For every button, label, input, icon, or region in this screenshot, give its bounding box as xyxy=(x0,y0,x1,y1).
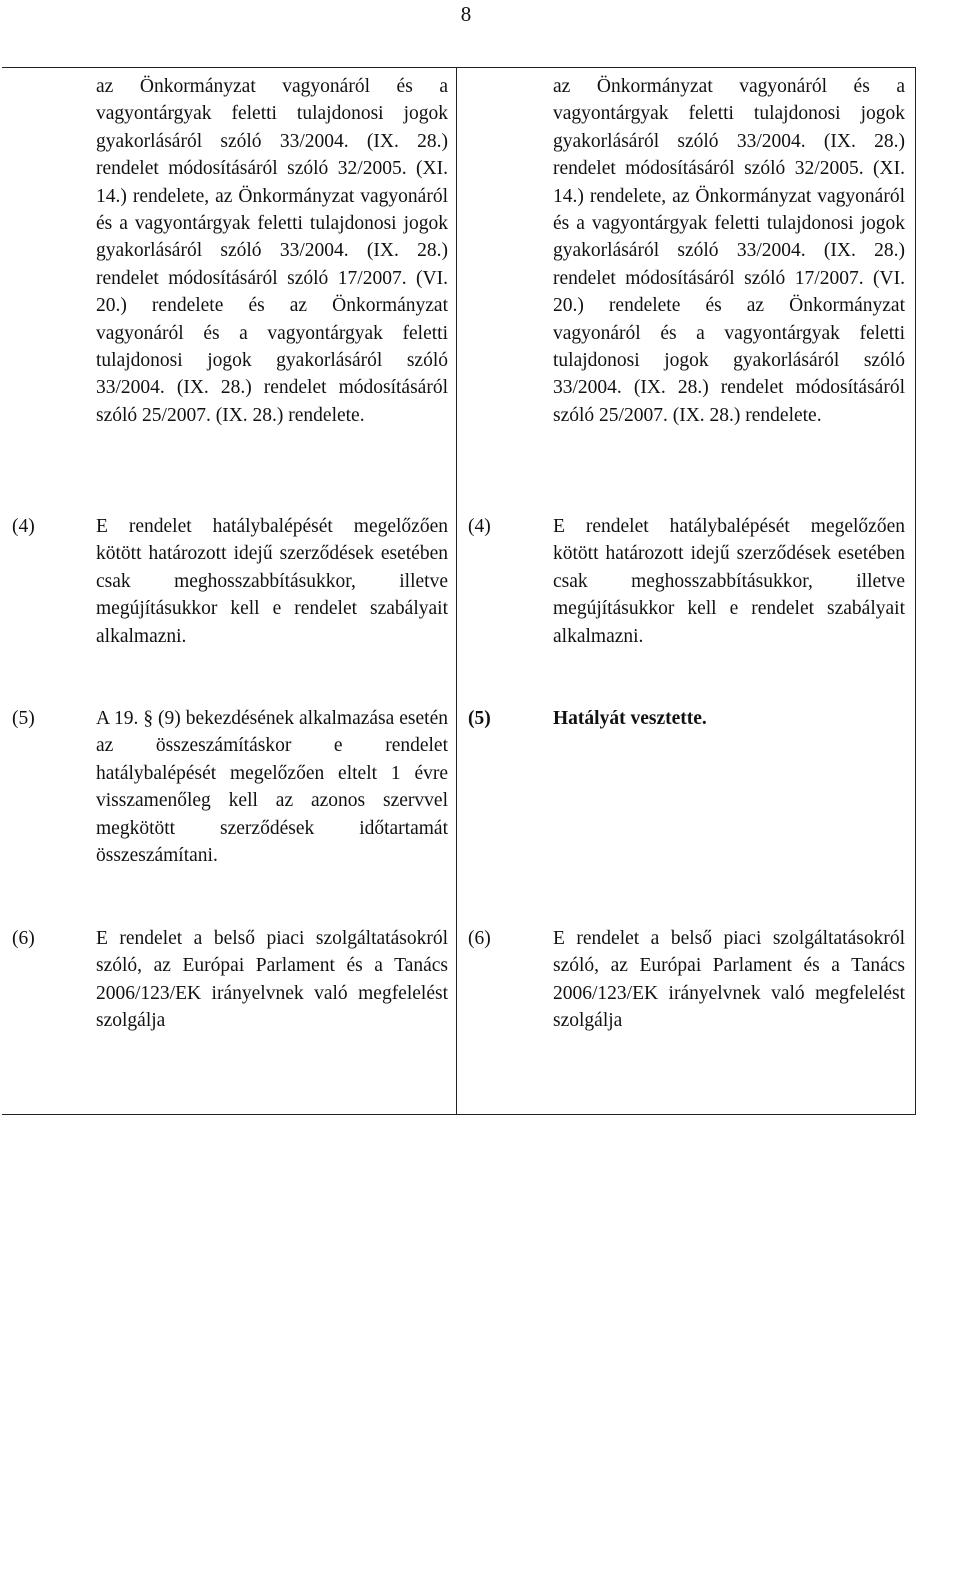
right-item-number: (6) xyxy=(468,928,491,949)
comparison-table xyxy=(2,67,916,1115)
left-item-number: (6) xyxy=(12,928,35,949)
left-item-number: (5) xyxy=(12,708,35,729)
right-item-number: (4) xyxy=(468,516,491,537)
right-item-text: E rendelet hatálybalépését megelőzően kötött határozott idejű szerződések esetében csak meghosszabbításukkor, illetve megújításukkor kell e rendelet szabályait alkalmazni. xyxy=(553,516,905,647)
right-item-text-repealed: Hatályát vesztette. xyxy=(553,708,707,729)
left-intro-text: az Önkormányzat vagyonáról és a vagyontárgyak feletti tulajdonosi jogok gyakorlásáról szóló 33/2004. (IX. 28.) rendelet módosításáról szóló 32/2005. (XI. 14.) rendelete, az Önkormányzat vagyonáról és a vagyontárgyak feletti tulajdonosi jogok gyakorlásáról szóló 33/2004. (IX. 28.) rendelet módosításáról szóló 17/2007. (VI. 20.) rendelete és az Önkormányzat vagyonáról és a vagyontárgyak feletti tulajdonosi jogok gyakorlásáról szóló 33/2004. (IX. 28.) rendelet módosításáról szóló 25/2007. (IX. 28.) rendelete. xyxy=(96,76,448,426)
right-item-number: (5) xyxy=(468,708,491,729)
left-item-text: E rendelet hatálybalépését megelőzően kötött határozott idejű szerződések esetében csak meghosszabbításukkor, illetve megújításukkor kell e rendelet szabályait alkalmazni. xyxy=(96,516,448,647)
right-item-text: E rendelet a belső piaci szolgáltatásokról szóló, az Európai Parlament és a Tanács 2006/123/EK irányelvnek való megfelelést szolgálja xyxy=(553,928,905,1032)
page-number: 8 xyxy=(460,2,472,26)
left-item-text: E rendelet a belső piaci szolgáltatásokról szóló, az Európai Parlament és a Tanács 2006/123/EK irányelvnek való megfelelést szolgálja xyxy=(96,928,448,1032)
right-intro-text: az Önkormányzat vagyonáról és a vagyontárgyak feletti tulajdonosi jogok gyakorlásáról szóló 33/2004. (IX. 28.) rendelet módosításáról szóló 32/2005. (XI. 14.) rendelete, az Önkormányzat vagyonáról és a vagyontárgyak feletti tulajdonosi jogok gyakorlásáról szóló 33/2004. (IX. 28.) rendelet módosításáról szóló 17/2007. (VI. 20.) rendelete és az Önkormányzat vagyonáról és a vagyontárgyak feletti tulajdonosi jogok gyakorlásáról szóló 33/2004. (IX. 28.) rendelet módosításáról szóló 25/2007. (IX. 28.) rendelete. xyxy=(553,76,905,426)
left-item-number: (4) xyxy=(12,516,35,537)
column-divider xyxy=(456,68,457,1114)
left-item-text: A 19. § (9) bekezdésének alkalmazása esetén az összeszámításkor e rendelet hatálybalépését megelőzően eltelt 1 évre visszamenőleg kell az azonos szervvel megkötött szerződések időtartamát összeszámítani. xyxy=(96,708,448,867)
